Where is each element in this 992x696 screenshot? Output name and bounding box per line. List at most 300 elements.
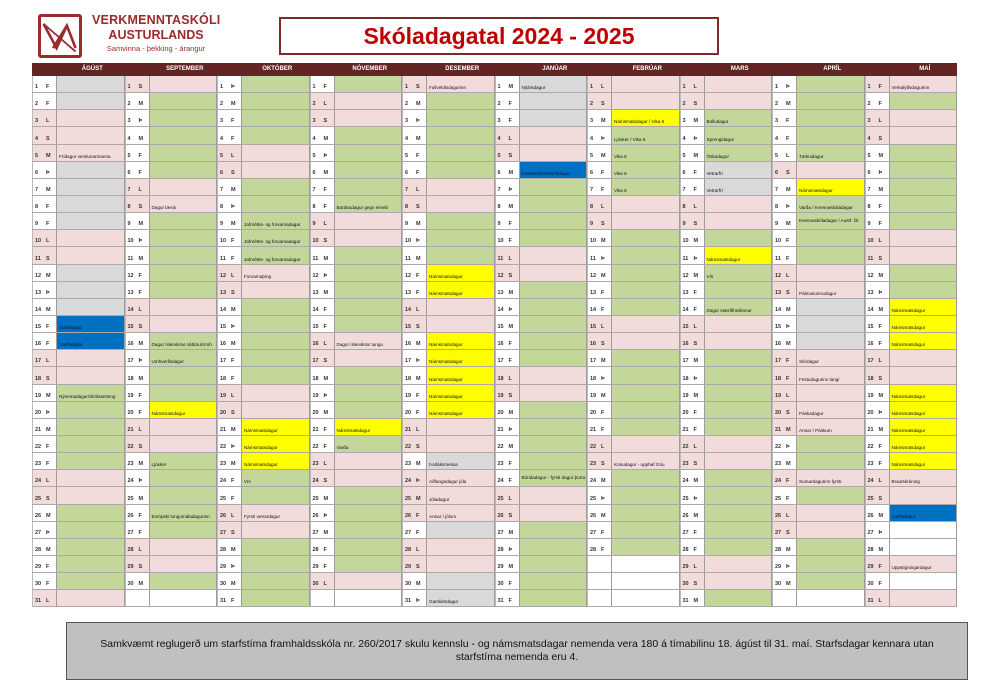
weekday-letter: F bbox=[46, 581, 50, 588]
weekday-letter: F bbox=[323, 204, 327, 211]
weekday-letter: Þ bbox=[878, 409, 883, 416]
event-cell bbox=[889, 539, 958, 555]
day-row bbox=[217, 573, 310, 590]
weekday-letter: M bbox=[323, 375, 329, 382]
weekday-letter: M bbox=[231, 101, 236, 108]
weekday-letter: Þ bbox=[601, 255, 605, 262]
day-cell bbox=[125, 196, 149, 212]
weekday-letter: F bbox=[693, 426, 697, 433]
event-cell bbox=[56, 265, 125, 281]
event-cell bbox=[426, 230, 495, 246]
day-number: 10 bbox=[682, 238, 689, 245]
day-cell bbox=[680, 402, 704, 418]
day-cell bbox=[217, 487, 241, 503]
event-cell: Námsmatsdagur bbox=[889, 436, 958, 452]
day-cell bbox=[125, 556, 149, 572]
event-cell: Vika 6 bbox=[611, 162, 680, 178]
weekday-letter: F bbox=[693, 169, 697, 176]
day-row bbox=[865, 436, 958, 453]
day-row bbox=[402, 196, 495, 213]
event-cell bbox=[889, 487, 958, 503]
day-cell bbox=[402, 265, 426, 281]
day-row bbox=[865, 93, 958, 110]
day-row bbox=[865, 470, 958, 487]
event-cell: Annar í Páskum bbox=[796, 419, 865, 435]
day-row bbox=[495, 196, 588, 213]
event-cell bbox=[334, 76, 403, 92]
day-cell bbox=[32, 522, 56, 538]
day-cell bbox=[217, 265, 241, 281]
day-row bbox=[310, 453, 403, 470]
event-cell bbox=[704, 76, 773, 92]
day-number: 11 bbox=[497, 255, 504, 262]
event-cell bbox=[611, 419, 680, 435]
weekday-letter: Þ bbox=[693, 375, 698, 382]
day-cell bbox=[402, 573, 426, 589]
day-row bbox=[865, 196, 958, 213]
day-number: 23 bbox=[312, 461, 319, 468]
day-number: 12 bbox=[682, 272, 689, 279]
day-row bbox=[310, 436, 403, 453]
day-cell bbox=[772, 539, 796, 555]
day-number: 18 bbox=[867, 375, 874, 382]
event-cell: Frídagur verslunarmanna bbox=[56, 145, 125, 161]
day-cell bbox=[587, 213, 611, 229]
weekday-letter: Þ bbox=[878, 169, 883, 176]
day-number: 20 bbox=[405, 409, 412, 416]
day-cell bbox=[310, 127, 334, 143]
day-row bbox=[310, 556, 403, 573]
weekday-letter: S bbox=[416, 204, 420, 211]
day-row bbox=[217, 436, 310, 453]
day-cell bbox=[587, 162, 611, 178]
day-number: 17 bbox=[497, 358, 504, 365]
event-cell: Jafnréttis- og forvarnadagar bbox=[241, 247, 310, 263]
day-number: 19 bbox=[682, 392, 689, 399]
event-cell bbox=[56, 282, 125, 298]
day-number: 27 bbox=[867, 529, 874, 536]
day-row bbox=[402, 419, 495, 436]
day-number: 23 bbox=[682, 461, 689, 468]
weekday-letter: L bbox=[231, 392, 235, 399]
day-row bbox=[32, 487, 125, 504]
day-row bbox=[310, 333, 403, 350]
weekday-letter: F bbox=[878, 581, 882, 588]
day-row bbox=[310, 93, 403, 110]
day-row bbox=[865, 316, 958, 333]
day-row bbox=[772, 419, 865, 436]
event-cell: Jafnréttis- og forvarnadagar bbox=[241, 230, 310, 246]
event-cell bbox=[426, 162, 495, 178]
day-number: 21 bbox=[127, 426, 134, 433]
day-row bbox=[495, 265, 588, 282]
day-cell bbox=[310, 196, 334, 212]
event-cell: Umhverfisdagur bbox=[149, 350, 218, 366]
day-number: 21 bbox=[220, 426, 227, 433]
day-cell bbox=[495, 573, 519, 589]
day-row bbox=[587, 196, 680, 213]
day-cell bbox=[680, 145, 704, 161]
day-cell bbox=[32, 419, 56, 435]
day-cell bbox=[495, 247, 519, 263]
day-row bbox=[772, 402, 865, 419]
day-cell bbox=[587, 179, 611, 195]
month-header: APRÍL bbox=[823, 66, 842, 72]
weekday-letter: S bbox=[693, 461, 698, 468]
event-cell bbox=[241, 145, 310, 161]
weekday-letter: L bbox=[46, 238, 50, 245]
day-row bbox=[495, 470, 588, 487]
day-number: 11 bbox=[775, 255, 781, 262]
event-cell bbox=[611, 282, 680, 298]
day-cell bbox=[680, 282, 704, 298]
day-cell bbox=[772, 110, 796, 126]
day-number: 29 bbox=[682, 564, 689, 571]
day-number: 22 bbox=[312, 444, 319, 451]
month-header: ÁGÚST bbox=[81, 66, 103, 72]
event-cell bbox=[796, 93, 865, 109]
weekday-letter: S bbox=[693, 341, 698, 348]
day-row bbox=[402, 282, 495, 299]
event-cell bbox=[519, 436, 588, 452]
event-cell bbox=[889, 350, 958, 366]
day-cell bbox=[217, 470, 241, 486]
weekday-letter: M bbox=[416, 255, 421, 262]
weekday-letter: M bbox=[416, 135, 421, 142]
event-cell bbox=[611, 333, 680, 349]
day-row bbox=[587, 539, 680, 556]
day-number: 26 bbox=[682, 512, 689, 519]
day-number: 19 bbox=[867, 392, 874, 399]
weekday-letter: S bbox=[323, 478, 328, 485]
day-row bbox=[680, 316, 773, 333]
day-cell bbox=[32, 573, 56, 589]
weekday-letter: S bbox=[46, 495, 50, 502]
event-cell bbox=[426, 247, 495, 263]
day-number: 16 bbox=[405, 341, 412, 348]
day-row bbox=[402, 162, 495, 179]
day-cell bbox=[772, 282, 796, 298]
day-row bbox=[402, 110, 495, 127]
event-cell bbox=[611, 505, 680, 521]
event-cell: Bolludagur bbox=[704, 110, 773, 126]
day-cell bbox=[402, 367, 426, 383]
day-number: 23 bbox=[220, 461, 227, 468]
day-row bbox=[772, 247, 865, 264]
day-number: 7 bbox=[867, 186, 871, 193]
day-cell bbox=[865, 367, 889, 383]
day-row bbox=[587, 230, 680, 247]
event-cell: Vika 6 bbox=[611, 145, 680, 161]
day-row bbox=[217, 299, 310, 316]
event-cell bbox=[611, 436, 680, 452]
event-cell bbox=[149, 419, 218, 435]
day-row bbox=[680, 539, 773, 556]
day-row bbox=[32, 110, 125, 127]
day-cell bbox=[587, 196, 611, 212]
day-cell bbox=[402, 487, 426, 503]
day-number: 5 bbox=[682, 152, 686, 159]
day-number: 26 bbox=[867, 512, 874, 519]
event-cell bbox=[56, 299, 125, 315]
weekday-letter: F bbox=[508, 221, 512, 228]
day-number: 16 bbox=[682, 341, 689, 348]
weekday-letter: M bbox=[323, 289, 329, 296]
weekday-letter: F bbox=[46, 324, 50, 331]
day-cell bbox=[680, 247, 704, 263]
day-number: 2 bbox=[775, 101, 779, 108]
day-row bbox=[402, 590, 495, 607]
day-number: 25 bbox=[497, 495, 504, 502]
day-row bbox=[125, 350, 218, 367]
day-row bbox=[32, 162, 125, 179]
event-cell: Námsmatsdagur bbox=[889, 453, 958, 469]
day-row bbox=[587, 265, 680, 282]
day-row bbox=[680, 282, 773, 299]
day-number: 2 bbox=[220, 101, 224, 108]
weekday-letter: M bbox=[693, 118, 699, 125]
day-cell bbox=[772, 127, 796, 143]
day-number: 16 bbox=[590, 341, 597, 348]
day-cell bbox=[587, 539, 611, 555]
day-row bbox=[587, 299, 680, 316]
day-number: 12 bbox=[35, 272, 42, 279]
day-row bbox=[32, 247, 125, 264]
event-cell bbox=[149, 316, 218, 332]
event-cell bbox=[334, 265, 403, 281]
event-cell bbox=[334, 402, 403, 418]
event-cell bbox=[519, 316, 588, 332]
day-row bbox=[587, 402, 680, 419]
event-cell: Námsmatsdagur bbox=[889, 299, 958, 315]
weekday-letter: F bbox=[138, 409, 142, 416]
weekday-letter: M bbox=[323, 409, 329, 416]
event-cell bbox=[704, 436, 773, 452]
day-cell bbox=[680, 573, 704, 589]
day-cell bbox=[32, 385, 56, 401]
event-cell: Pálmasunnudagur bbox=[796, 282, 865, 298]
event-cell bbox=[796, 265, 865, 281]
day-cell bbox=[680, 419, 704, 435]
day-row bbox=[772, 522, 865, 539]
day-row bbox=[32, 367, 125, 384]
day-row bbox=[217, 522, 310, 539]
event-cell bbox=[334, 299, 403, 315]
event-cell bbox=[56, 367, 125, 383]
weekday-letter: S bbox=[46, 135, 50, 142]
weekday-letter: F bbox=[323, 426, 327, 433]
month-column bbox=[772, 76, 865, 607]
day-cell bbox=[125, 453, 149, 469]
day-cell bbox=[402, 230, 426, 246]
day-number: 21 bbox=[35, 426, 42, 433]
day-number: 6 bbox=[312, 169, 316, 176]
day-row bbox=[402, 385, 495, 402]
event-cell bbox=[334, 316, 403, 332]
weekday-letter: F bbox=[323, 186, 327, 193]
day-number: 30 bbox=[220, 581, 227, 588]
event-cell: Nýnemadagur/Skólasetning bbox=[56, 385, 125, 401]
day-row bbox=[587, 573, 680, 590]
event-cell bbox=[149, 590, 218, 606]
weekday-letter: F bbox=[416, 392, 420, 399]
day-number: 14 bbox=[682, 306, 689, 313]
day-row bbox=[32, 419, 125, 436]
day-cell bbox=[587, 402, 611, 418]
footer-note: Samkvæmt reglugerð um starfstíma framhaldsskóla nr. 260/2017 skulu kennslu - og námsmatsdagar nemenda vera 180 á tímabilinu 18. ágúst til 31. maí. Starfsdagar kennara utan starfstíma nemenda eru 4. bbox=[100, 638, 934, 663]
day-row bbox=[125, 316, 218, 333]
weekday-letter: S bbox=[231, 529, 235, 536]
event-cell bbox=[704, 470, 773, 486]
weekday-letter: Þ bbox=[786, 204, 790, 211]
weekday-letter: F bbox=[416, 409, 420, 416]
day-cell bbox=[32, 299, 56, 315]
day-cell bbox=[495, 145, 519, 161]
day-cell bbox=[310, 453, 334, 469]
day-number: 15 bbox=[590, 324, 597, 331]
day-cell bbox=[772, 179, 796, 195]
event-cell: Námsmatsdagur bbox=[241, 453, 310, 469]
weekday-letter: F bbox=[508, 358, 512, 365]
day-cell bbox=[217, 162, 241, 178]
day-number: 13 bbox=[590, 289, 597, 296]
event-cell: Námsmatsdagur / Vika 6 bbox=[611, 110, 680, 126]
day-cell bbox=[217, 230, 241, 246]
event-cell bbox=[426, 299, 495, 315]
day-cell bbox=[495, 367, 519, 383]
day-number: 29 bbox=[497, 564, 504, 571]
weekday-letter: F bbox=[138, 169, 142, 176]
weekday-letter: M bbox=[601, 152, 606, 159]
day-cell bbox=[32, 282, 56, 298]
weekday-letter: S bbox=[693, 221, 698, 228]
day-row bbox=[310, 110, 403, 127]
weekday-letter: M bbox=[693, 512, 699, 519]
day-cell bbox=[865, 539, 889, 555]
event-cell bbox=[704, 539, 773, 555]
day-cell bbox=[865, 436, 889, 452]
weekday-letter: M bbox=[878, 186, 884, 193]
day-number: 1 bbox=[35, 84, 39, 91]
day-number: 28 bbox=[590, 546, 597, 553]
day-number: 5 bbox=[127, 152, 131, 159]
day-cell bbox=[32, 110, 56, 126]
weekday-letter: M bbox=[786, 341, 791, 348]
day-number: 12 bbox=[590, 272, 597, 279]
weekday-letter: F bbox=[323, 444, 327, 451]
day-number: 27 bbox=[405, 529, 412, 536]
weekday-letter: F bbox=[786, 118, 790, 125]
weekday-letter: Þ bbox=[323, 392, 328, 399]
day-row bbox=[587, 556, 680, 573]
event-cell bbox=[241, 196, 310, 212]
day-number: 29 bbox=[312, 564, 319, 571]
day-row bbox=[217, 316, 310, 333]
day-row bbox=[587, 179, 680, 196]
day-number: 24 bbox=[590, 478, 597, 485]
event-cell bbox=[334, 282, 403, 298]
day-row bbox=[495, 539, 588, 556]
day-number: 17 bbox=[220, 358, 227, 365]
day-cell bbox=[310, 522, 334, 538]
day-cell bbox=[587, 247, 611, 263]
event-cell: Gamlársdagur bbox=[426, 590, 495, 606]
day-row bbox=[32, 556, 125, 573]
weekday-letter: M bbox=[416, 221, 421, 228]
day-number: 7 bbox=[775, 186, 779, 193]
weekday-letter: L bbox=[693, 444, 697, 451]
day-row bbox=[495, 350, 588, 367]
day-cell bbox=[402, 522, 426, 538]
day-row bbox=[587, 367, 680, 384]
event-cell bbox=[241, 127, 310, 143]
event-cell bbox=[149, 213, 218, 229]
day-number: 15 bbox=[312, 324, 319, 331]
day-row bbox=[310, 196, 403, 213]
event-cell bbox=[611, 265, 680, 281]
weekday-letter: M bbox=[46, 546, 51, 553]
weekday-letter: M bbox=[46, 512, 51, 519]
day-cell bbox=[495, 539, 519, 555]
day-number: 4 bbox=[35, 135, 39, 142]
day-row bbox=[587, 282, 680, 299]
day-number: 8 bbox=[127, 204, 131, 211]
day-cell bbox=[217, 247, 241, 263]
day-cell bbox=[125, 76, 149, 92]
day-number: 18 bbox=[127, 375, 134, 382]
day-number: 19 bbox=[220, 392, 227, 399]
event-cell bbox=[241, 367, 310, 383]
month-column bbox=[865, 76, 958, 607]
weekday-letter: Þ bbox=[323, 512, 328, 519]
day-row bbox=[217, 453, 310, 470]
weekday-letter: S bbox=[416, 84, 420, 91]
day-row bbox=[587, 76, 680, 93]
day-cell bbox=[125, 539, 149, 555]
event-cell bbox=[56, 402, 125, 418]
weekday-letter: F bbox=[231, 375, 235, 382]
school-name-line1: VERKMENNTASKÓLI bbox=[92, 13, 221, 27]
event-cell: Varða bbox=[334, 436, 403, 452]
day-row bbox=[402, 367, 495, 384]
weekday-letter: F bbox=[878, 461, 882, 468]
day-cell bbox=[32, 127, 56, 143]
weekday-letter: L bbox=[416, 306, 420, 313]
weekday-letter: F bbox=[693, 529, 697, 536]
weekday-letter: F bbox=[693, 289, 697, 296]
day-number: 4 bbox=[867, 135, 871, 142]
day-number: 30 bbox=[682, 581, 689, 588]
day-cell bbox=[32, 230, 56, 246]
day-cell bbox=[495, 213, 519, 229]
event-cell bbox=[426, 145, 495, 161]
weekday-letter: F bbox=[878, 204, 882, 211]
day-number: 4 bbox=[775, 135, 779, 142]
day-cell bbox=[32, 333, 56, 349]
weekday-letter: L bbox=[601, 84, 605, 91]
day-number: 20 bbox=[775, 409, 782, 416]
weekday-letter: M bbox=[508, 564, 514, 571]
weekday-letter: F bbox=[323, 306, 327, 313]
weekday-letter: S bbox=[138, 564, 143, 571]
day-number: 24 bbox=[312, 478, 319, 485]
day-number: 22 bbox=[405, 444, 412, 451]
weekday-letter: S bbox=[878, 495, 883, 502]
event-cell bbox=[56, 487, 125, 503]
day-number: 25 bbox=[867, 495, 874, 502]
event-cell bbox=[796, 487, 865, 503]
day-row bbox=[310, 385, 403, 402]
